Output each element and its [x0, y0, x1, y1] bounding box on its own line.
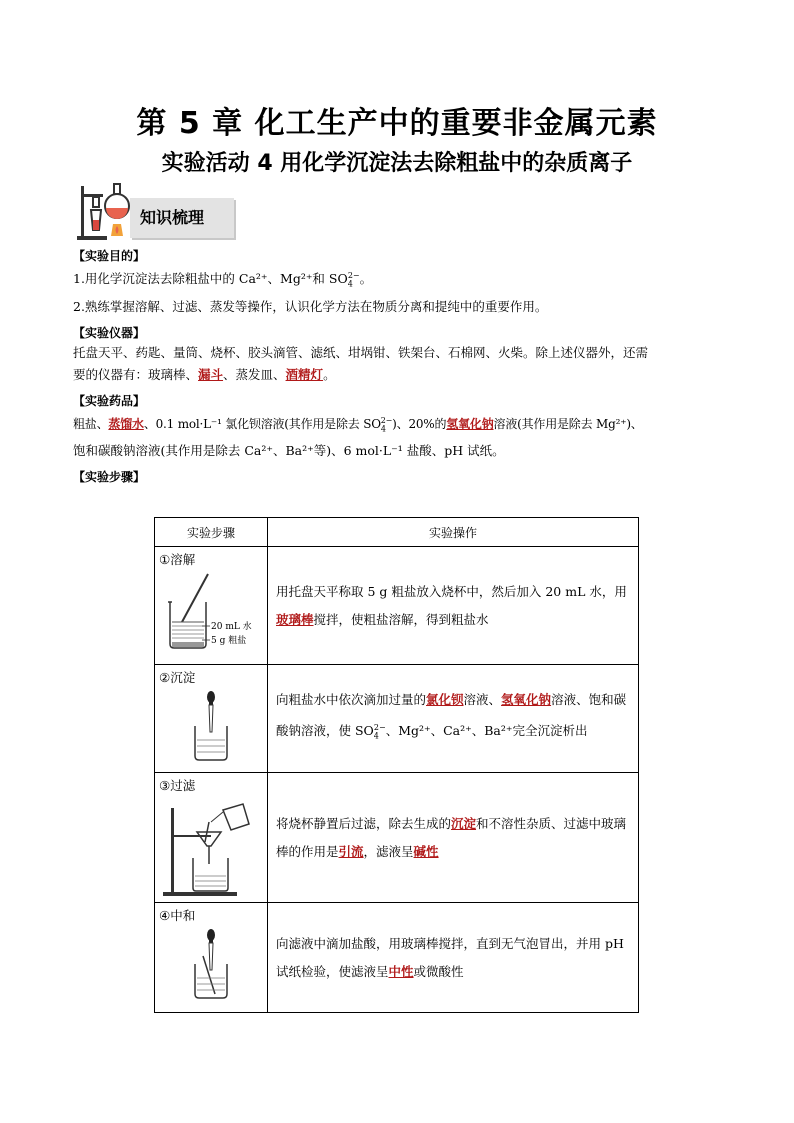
- beaker-dissolve-illustration: [162, 572, 260, 652]
- activity-title: 实验活动 4 用化学沉淀法去除粗盐中的杂质离子: [161, 151, 633, 176]
- answer-alkaline: 碱性: [413, 843, 439, 859]
- step-label: ②沉淀: [159, 670, 196, 685]
- steps-table: [154, 517, 639, 1013]
- answer-naoh: 氢氧化钠: [446, 416, 494, 431]
- label-water: 20 mL 水: [211, 622, 252, 632]
- step-cell: [155, 665, 268, 773]
- purpose-heading: 【实验目的】: [73, 249, 146, 263]
- reagents-heading: 【实验药品】: [73, 393, 146, 408]
- instruments-line-1: 托盘天平、药匙、量筒、烧杯、胶头滴管、滤纸、坩埚钳、铁架台、石棉网、火柴。除上述仪器外，还需: [73, 344, 649, 360]
- answer-bacl2: 氯化钡: [426, 692, 464, 708]
- col-header-operation: 实验操作: [268, 518, 639, 547]
- answer-neutral: 中性: [388, 963, 414, 979]
- operation-cell: 将烧杯静置后过滤，除去生成的沉淀和不溶性杂质、过滤中玻璃棒的作用是引流，滤液呈碱性: [268, 773, 639, 903]
- section-banner: 知识梳理: [130, 198, 234, 238]
- content-body: [73, 246, 743, 487]
- answer-distilled-water: 蒸馏水: [108, 416, 144, 431]
- instruments-line-2: 要的仪器有：玻璃棒、漏斗、蒸发皿、酒精灯。: [73, 366, 336, 382]
- reagents-line-1: 粗盐、蒸馏水、0.1 mol·L⁻¹ 氯化钡溶液(其作用是除去 $SO_4^{2-}$)、20%的氢氧化钠溶液(其作用是除去 Mg²⁺)、: [73, 415, 643, 434]
- answer-funnel: 漏斗: [198, 366, 224, 382]
- table-row: [155, 665, 639, 773]
- table-row: [155, 903, 639, 1013]
- step-cell: [155, 903, 268, 1013]
- col-header-step: 实验步骤: [155, 518, 268, 547]
- step-cell: [155, 773, 268, 903]
- label-salt: 5 g 粗盐: [211, 636, 247, 646]
- table-header-row: [155, 518, 639, 547]
- dropper-beaker-illustration: [181, 690, 241, 762]
- table-row: [155, 773, 639, 903]
- purpose-item-2: 2.熟练掌握溶解、过滤、蒸发等操作，认识化学方法在物质分离和提纯中的重要作用。: [73, 298, 548, 314]
- step-label: ④中和: [159, 908, 196, 923]
- operation-cell: 用托盘天平称取 5 g 粗盐放入烧杯中，然后加入 20 mL 水，用玻璃棒搅拌，使粗盐溶解，得到粗盐水: [268, 547, 639, 665]
- answer-precipitate: 沉淀: [451, 815, 477, 831]
- answer-glass-rod: 玻璃棒: [276, 611, 314, 627]
- dropper-beaker-illustration: [181, 928, 241, 1000]
- step-cell: [155, 547, 268, 665]
- filtration-illustration: [161, 798, 261, 898]
- table-row: [155, 547, 639, 665]
- answer-naoh-step: 氢氧化钠: [501, 692, 552, 708]
- step-label: ③过滤: [159, 778, 196, 793]
- operation-cell: 向滤液中滴加盐酸，用玻璃棒搅拌，直到无气泡冒出，并用 pH 试纸检验，使滤液呈中性或微酸性: [268, 903, 639, 1013]
- chemistry-apparatus-icon: [75, 180, 135, 242]
- chapter-title: 第 5 章 化工生产中的重要非金属元素: [136, 106, 658, 141]
- answer-drainage: 引流: [338, 843, 364, 859]
- step-label: ①溶解: [159, 552, 196, 567]
- steps-heading: 【实验步骤】: [73, 470, 146, 485]
- instruments-heading: 【实验仪器】: [73, 325, 146, 340]
- answer-alcohol-lamp: 酒精灯: [285, 366, 324, 382]
- reagents-line-2: 饱和碳酸钠溶液(其作用是除去 Ca²⁺、Ba²⁺等)、6 mol·L⁻¹ 盐酸、pH 试纸。: [73, 443, 505, 459]
- purpose-item-1: 1.用化学沉淀法去除粗盐中的 Ca²⁺、Mg²⁺和 $SO_4^{2-}$。: [73, 271, 373, 289]
- operation-cell: 向粗盐水中依次滴加过量的氯化钡溶液、氢氧化钠溶液、饱和碳酸钠溶液，使 $SO_4^{2-}$、Mg²⁺、Ca²⁺、Ba²⁺完全沉淀析出: [268, 665, 639, 773]
